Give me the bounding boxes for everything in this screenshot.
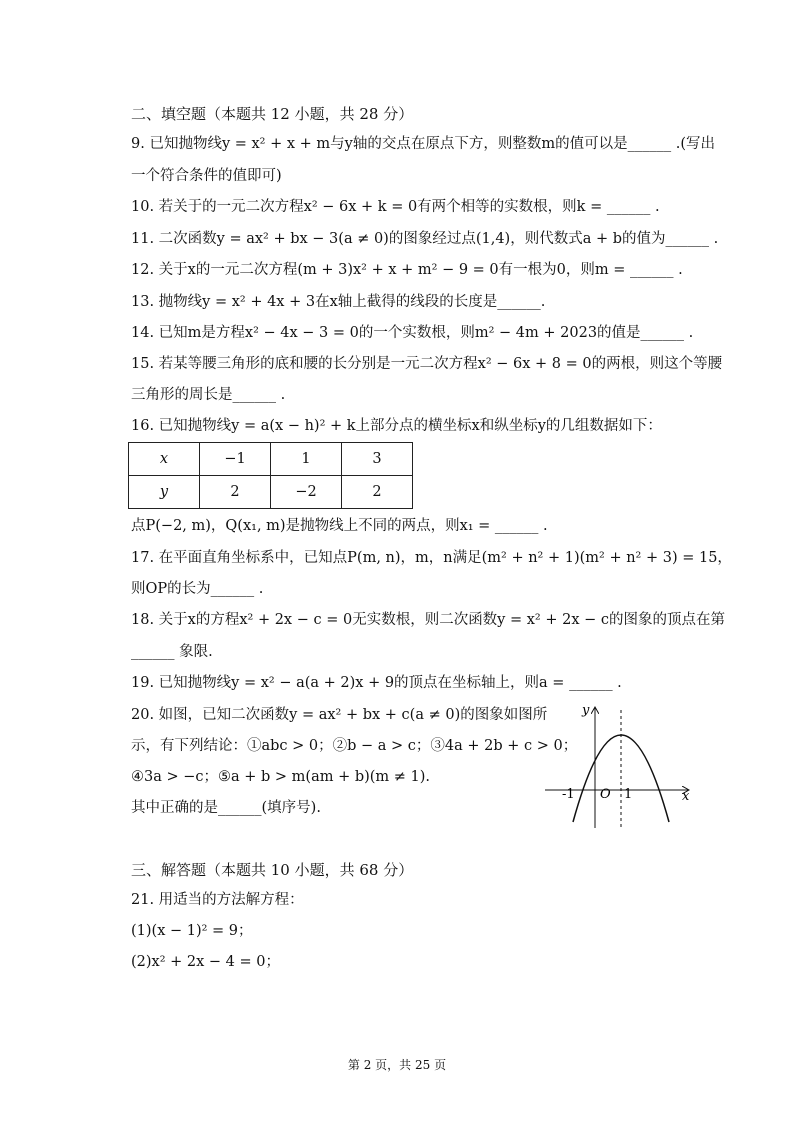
data-table — [128, 442, 413, 509]
question-18-line-2: ______ 象限. — [131, 644, 213, 660]
table-cell: 1 — [271, 443, 342, 476]
question-20-line-1: 20. 如图，已知二次函数y = ax² + bx + c(a ≠ 0)的图象如图所 — [131, 707, 548, 723]
table-cell: x — [129, 443, 200, 476]
neg-one-label: -1 — [562, 787, 575, 802]
origin-label: O — [600, 787, 611, 802]
table-cell: −1 — [200, 443, 271, 476]
page-footer: 第 2 页，共 25 页 — [347, 1058, 447, 1072]
question-15-line-2: 三角形的周长是______ . — [131, 387, 286, 403]
question-9-line-2: 一个符合条件的值即可) — [131, 168, 282, 184]
section-3-header: 三、解答题（本题共 10 小题，共 68 分） — [131, 861, 414, 879]
table-cell: −2 — [271, 476, 342, 509]
table-row — [129, 443, 413, 476]
question-16-line-1: 16. 已知抛物线y = a(x − h)² + k上部分点的横坐标x和纵坐标y的几组数据如下： — [131, 418, 662, 434]
table-row — [129, 476, 413, 509]
question-9-line-1: 9. 已知抛物线y = x² + x + m与y轴的交点在原点下方，则整数m的值可以是______ .(写出 — [131, 136, 715, 152]
question-10: 10. 若关于的一元二次方程x² − 6x + k = 0有两个相等的实数根，则k = ______ . — [131, 199, 660, 215]
question-21-line-1: 21. 用适当的方法解方程： — [131, 892, 304, 908]
x-axis-label: x — [682, 789, 690, 804]
question-17-line-2: 则OP的长为______ . — [131, 581, 264, 597]
question-21-part-2: (2)x² + 2x − 4 = 0； — [131, 954, 280, 970]
question-13: 13. 抛物线y = x² + 4x + 3在x轴上截得的线段的长度是______. — [131, 294, 546, 310]
question-18-line-1: 18. 关于x的方程x² + 2x − c = 0无实数根，则二次函数y = x² + 2x − c的图象的顶点在第 — [131, 612, 725, 628]
question-15-line-1: 15. 若某等腰三角形的底和腰的长分别是一元二次方程x² − 6x + 8 = 0的两根，则这个等腰 — [131, 356, 723, 372]
table-cell: 2 — [342, 476, 413, 509]
question-16-line-2: 点P(−2, m)，Q(x₁, m)是抛物线上不同的两点，则x₁ = ______ . — [131, 518, 548, 534]
question-11: 11. 二次函数y = ax² + bx − 3(a ≠ 0)的图象经过点(1,4)，则代数式a + b的值为______ . — [131, 231, 719, 247]
question-20-line-3: ④3a > −c；⑤a + b > m(am + b)(m ≠ 1). — [131, 769, 431, 785]
question-21-part-1: (1)(x − 1)² = 9； — [131, 923, 253, 939]
table-cell: y — [129, 476, 200, 509]
table-cell: 2 — [200, 476, 271, 509]
question-20-line-2: 示，有下列结论：①abc > 0；②b − a > c；③4a + 2b + c > 0； — [131, 738, 578, 754]
parabola-graph — [540, 700, 700, 830]
question-12: 12. 关于x的一元二次方程(m + 3)x² + x + m² − 9 = 0有一根为0，则m = ______ . — [131, 262, 683, 278]
question-14: 14. 已知m是方程x² − 4x − 3 = 0的一个实数根，则m² − 4m + 2023的值是______ . — [131, 325, 694, 341]
question-17-line-1: 17. 在平面直角坐标系中，已知点P(m, n)，m，n满足(m² + n² + 1)(m² + n² + 3) = 15， — [131, 550, 732, 566]
question-19: 19. 已知抛物线y = x² − a(a + 2)x + 9的顶点在坐标轴上，则a = ______ . — [131, 675, 622, 691]
section-2-header: 二、填空题（本题共 12 小题，共 28 分） — [131, 105, 414, 123]
one-label: 1 — [624, 787, 633, 802]
table-cell: 3 — [342, 443, 413, 476]
question-20-line-4: 其中正确的是______(填序号). — [131, 800, 321, 816]
y-axis-label: y — [582, 703, 590, 718]
